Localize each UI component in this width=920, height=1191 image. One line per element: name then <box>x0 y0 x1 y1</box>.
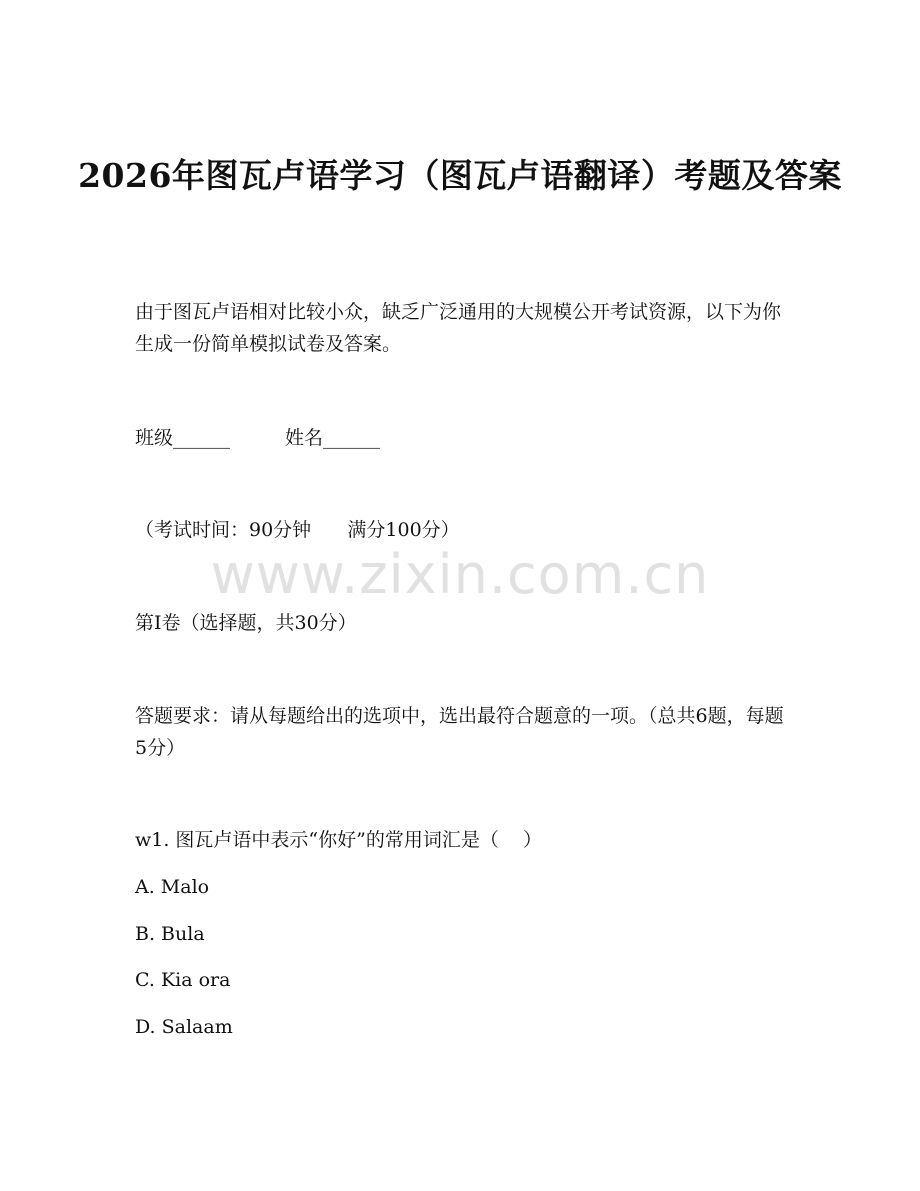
question-stem: w1. 图瓦卢语中表示“你好”的常用词汇是（ ） <box>135 829 543 851</box>
intro-paragraph: 由于图瓦卢语相对比较小众，缺乏广泛通用的大规模公开考试资源，以下为你生成一份简单模拟试卷及答案。 <box>135 301 782 355</box>
section-heading: 第I卷（选择题，共30分） <box>135 612 357 634</box>
instructions: 答题要求：请从每题给出的选项中，选出最符合题意的一项。（总共6题，每题5分） <box>135 705 784 759</box>
name-field: 姓名______ <box>285 427 381 449</box>
option-c: C. Kia ora <box>135 969 231 991</box>
document-title: 2026年图瓦卢语学习（图瓦卢语翻译）考题及答案 <box>78 156 842 195</box>
option-a: A. Malo <box>135 876 210 898</box>
option-d: D. Salaam <box>135 1016 233 1038</box>
exam-info: （考试时间：90分钟 满分100分） <box>135 519 460 541</box>
class-field: 班级______ <box>135 427 231 449</box>
option-b: B. Bula <box>135 923 205 945</box>
student-info-fields <box>135 422 785 454</box>
watermark: www.zixin.com.cn <box>210 543 710 606</box>
